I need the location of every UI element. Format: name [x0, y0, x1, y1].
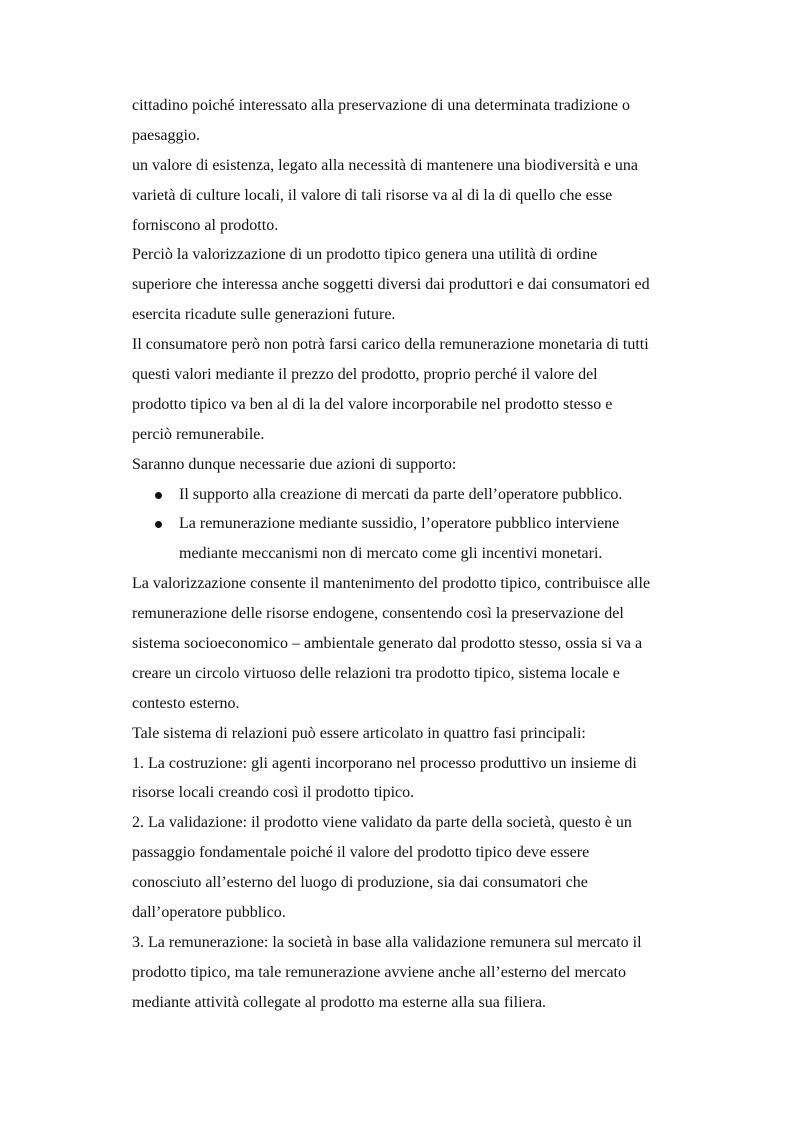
text-line: contesto esterno.	[132, 694, 240, 712]
text-line: remunerazione delle risorse endogene, consentendo così la preservazione del	[132, 605, 624, 623]
text-line: questi valori mediante il prezzo del prodotto, proprio perché il valore del	[132, 366, 598, 384]
paragraph-block-bottom	[132, 569, 704, 1017]
document-page	[132, 91, 704, 1018]
text-line: prodotto tipico, ma tale remunerazione avviene anche all’esterno del mercato	[132, 963, 626, 981]
text-line: 1. La costruzione: gli agenti incorporano nel processo produttivo un insieme di	[132, 754, 637, 772]
paragraph-block-top	[132, 91, 704, 480]
text-line: 2. La validazione: il prodotto viene validato da parte della società, questo è un	[132, 814, 632, 832]
bullet-item	[132, 509, 704, 569]
bullet-icon	[155, 521, 162, 528]
text-line: paesaggio.	[132, 126, 200, 144]
text-line: perciò remunerabile.	[132, 425, 265, 443]
text-line: 3. La remunerazione: la società in base alla validazione remunera sul mercato il	[132, 933, 642, 951]
text-line: Tale sistema di relazioni può essere articolato in quattro fasi principali:	[132, 724, 586, 742]
bullet-item	[132, 480, 704, 510]
text-line: La valorizzazione consente il mantenimento del prodotto tipico, contribuisce alle	[132, 575, 651, 593]
text-line: varietà di culture locali, il valore di tali risorse va al di la di quello che esse	[132, 186, 613, 204]
text-line: forniscono al prodotto.	[132, 216, 279, 234]
bullet-text-line: mediante meccanismi non di mercato come gli incentivi monetari.	[179, 545, 603, 563]
text-line: conosciuto all’esterno del luogo di produzione, sia dai consumatori che	[132, 874, 588, 892]
bullet-text-line: Il supporto alla creazione di mercati da parte dell’operatore pubblico.	[179, 485, 623, 503]
text-line: risorse locali creando così il prodotto tipico.	[132, 784, 415, 802]
text-line: creare un circolo virtuoso delle relazioni tra prodotto tipico, sistema locale e	[132, 664, 620, 682]
text-line: cittadino poiché interessato alla preservazione di una determinata tradizione o	[132, 97, 631, 114]
text-line: prodotto tipico va ben al di la del valore incorporabile nel prodotto stesso e	[132, 395, 613, 413]
text-line: superiore che interessa anche soggetti diversi dai produttori e dai consumatori ed	[132, 276, 650, 294]
text-line: Saranno dunque necessarie due azioni di supporto:	[132, 455, 457, 473]
bullet-icon	[155, 492, 162, 499]
text-line: passaggio fondamentale poiché il valore del prodotto tipico deve essere	[132, 844, 590, 862]
text-line: mediante attività collegate al prodotto ma esterne alla sua filiera.	[132, 993, 547, 1011]
text-line: esercita ricadute sulle generazioni future.	[132, 306, 396, 324]
text-line: sistema socioeconomico – ambientale generato dal prodotto stesso, ossia si va a	[132, 635, 643, 653]
text-line: Il consumatore però non potrà farsi carico della remunerazione monetaria di tutti	[132, 336, 649, 354]
text-line: un valore di esistenza, legato alla necessità di mantenere una biodiversità e una	[132, 156, 639, 174]
text-line: dall’operatore pubblico.	[132, 904, 286, 922]
text-line: Perciò la valorizzazione di un prodotto tipico genera una utilità di ordine	[132, 246, 598, 264]
bullet-text-line: La remunerazione mediante sussidio, l’operatore pubblico interviene	[179, 515, 620, 533]
bullet-list	[132, 480, 704, 570]
